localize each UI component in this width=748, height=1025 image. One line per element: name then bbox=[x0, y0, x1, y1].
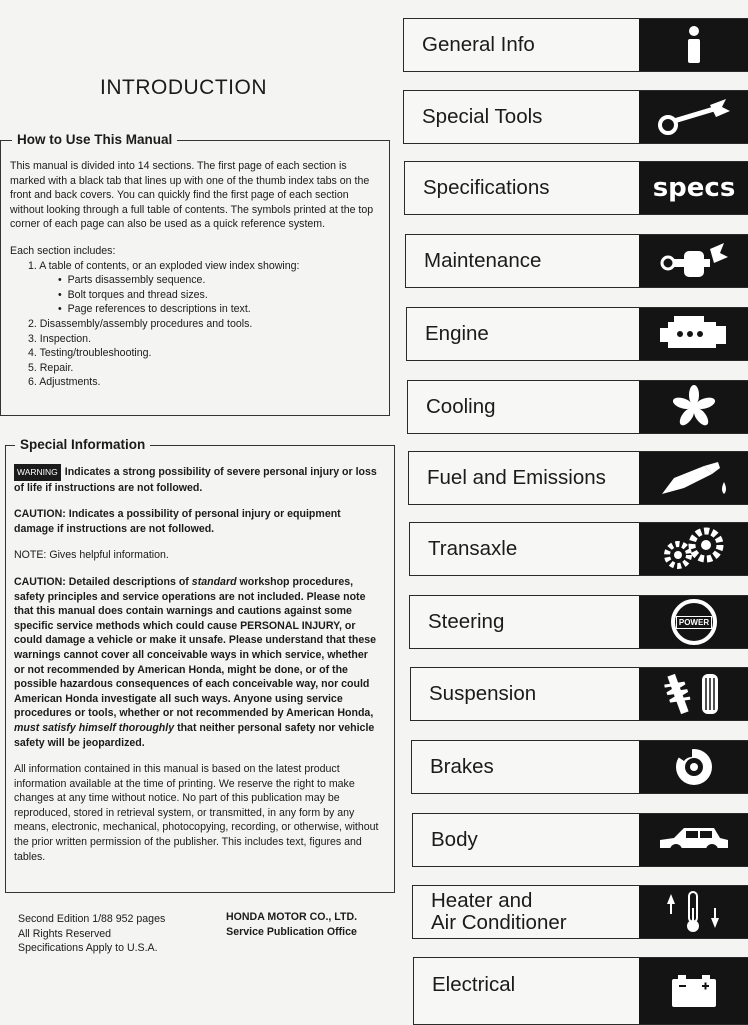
tab-label: Suspension bbox=[429, 682, 537, 705]
tab-maintenance[interactable] bbox=[405, 234, 748, 288]
hand-wrench-icon bbox=[639, 235, 748, 287]
tab-specifications[interactable] bbox=[404, 161, 748, 215]
tab-label: Body bbox=[431, 828, 478, 851]
tab-special-tools[interactable] bbox=[403, 90, 748, 144]
tab-label: Maintenance bbox=[424, 249, 542, 272]
steering-icon-text: POWER bbox=[676, 616, 712, 629]
fuel-nozzle-icon bbox=[639, 452, 748, 504]
wrench-icon bbox=[639, 91, 748, 143]
list-item: • Bolt torques and thread sizes. bbox=[58, 288, 208, 301]
how-to-use-heading: How to Use This Manual bbox=[12, 132, 177, 147]
tab-label: Fuel and Emissions bbox=[427, 466, 606, 489]
tab-label: Specifications bbox=[423, 176, 550, 199]
tab-label: Cooling bbox=[426, 395, 496, 418]
publisher-info bbox=[226, 910, 357, 939]
information-paragraph: All information contained in this manual is based on the latest product information available at the time of printing. We reserve the right to make changes at any time without notice. No part of this publication may be reproduced, stored in retrieval system, or transmitted, in any form by any means, electronic, mechanical, photocopying, recording, or otherwise, without the prior written permission of the publisher. This includes text, figures and tables. bbox=[14, 763, 379, 863]
brake-disc-icon bbox=[639, 741, 748, 793]
steering-wheel-icon bbox=[639, 596, 748, 648]
specs-line: Specifications Apply to U.S.A. bbox=[18, 942, 158, 955]
tab-label: Special Tools bbox=[422, 105, 543, 128]
tab-fuel-emissions[interactable] bbox=[408, 451, 748, 505]
caution-detail-paragraph: CAUTION: Detailed descriptions of standard workshop procedures, safety principles and service operations are not included. Please note that this manual does contain warnings and cautions against some specific service methods which could cause PERSONAL INJURY, or could damage a vehicle or make it unsafe. Please understand that these warnings cannot cover all conceivable ways in which service, whether or not recommended by American Honda, might be done, or of the possible hazardous consequences of each conceivable way, nor could American Honda investigate all such ways. Anyone using service procedures or tools, whether or not recommended by American Honda, must satisfy himself thoroughly that neither personal safety nor vehicle safety will be jeopardized. bbox=[14, 575, 377, 749]
list-item: • Page references to descriptions in text. bbox=[58, 303, 251, 316]
section-includes-list bbox=[10, 259, 374, 390]
how-to-use-paragraph: This manual is divided into 14 sections. The first page of each section is marked with a black tab that lines up with one of the thumb index tabs on the front and back covers. You can quickly find the first page of each section without looking through a full table of contents. The symbols printed at the top corner of each page can also be used as a quick reference system. bbox=[10, 160, 374, 231]
info-icon bbox=[639, 19, 748, 71]
how-to-use-box bbox=[0, 132, 390, 416]
tab-electrical[interactable] bbox=[413, 957, 748, 1025]
rights-line: All Rights Reserved bbox=[18, 927, 112, 940]
list-item: • Parts disassembly sequence. bbox=[58, 274, 206, 287]
tab-heater-ac[interactable] bbox=[412, 885, 748, 939]
note-paragraph: NOTE: Gives helpful information. bbox=[14, 549, 169, 562]
edition-line: Second Edition 1/88 952 pages bbox=[18, 913, 166, 925]
section-includes-label: Each section includes: bbox=[10, 244, 116, 257]
warning-badge: WARNING bbox=[14, 464, 61, 481]
tab-label: Engine bbox=[425, 322, 489, 345]
battery-icon bbox=[639, 958, 748, 1024]
list-item: 3. Inspection. bbox=[28, 332, 92, 345]
special-information-box bbox=[5, 437, 395, 893]
fan-icon bbox=[639, 381, 748, 433]
tab-label: Transaxle bbox=[428, 537, 518, 560]
tab-label: General Info bbox=[422, 33, 535, 56]
tab-label: Steering bbox=[428, 610, 505, 633]
tab-engine[interactable] bbox=[406, 307, 748, 361]
list-item: 4. Testing/troubleshooting. bbox=[28, 347, 152, 360]
gears-icon bbox=[639, 523, 748, 575]
tab-suspension[interactable] bbox=[410, 667, 748, 721]
specs-icon bbox=[639, 162, 748, 214]
special-information-heading: Special Information bbox=[15, 437, 150, 452]
list-item: 2. Disassembly/assembly procedures and tools. bbox=[28, 317, 253, 330]
list-item: 5. Repair. bbox=[28, 361, 74, 374]
shock-absorber-icon bbox=[639, 668, 748, 720]
engine-icon bbox=[639, 308, 748, 360]
tab-brakes[interactable] bbox=[411, 740, 748, 794]
tab-label: Brakes bbox=[430, 755, 494, 778]
edition-info bbox=[18, 912, 165, 956]
warning-paragraph: WARNING Indicates a strong possibility of severe personal injury or loss of life if instructions are not followed. bbox=[14, 466, 377, 494]
tab-transaxle[interactable] bbox=[409, 522, 748, 576]
tab-label: Heater and Air Conditioner bbox=[431, 889, 567, 934]
company-name: HONDA MOTOR CO., LTD. bbox=[226, 911, 358, 923]
caution-paragraph: CAUTION: Indicates a possibility of personal injury or equipment damage if instructions are not followed. bbox=[14, 508, 341, 535]
list-item: 6. Adjustments. bbox=[28, 376, 101, 389]
thermometer-icon bbox=[639, 886, 748, 938]
specs-icon-text: specs bbox=[652, 173, 736, 203]
tab-general-info[interactable] bbox=[403, 18, 748, 72]
tab-label: Electrical bbox=[432, 973, 516, 996]
tab-cooling[interactable] bbox=[407, 380, 748, 434]
office-name: Service Publication Office bbox=[226, 925, 357, 938]
car-body-icon bbox=[639, 814, 748, 866]
tab-steering[interactable] bbox=[409, 595, 748, 649]
list-item: 1. A table of contents, or an exploded view index showing: bbox=[28, 259, 300, 272]
tab-body[interactable] bbox=[412, 813, 748, 867]
page-title: INTRODUCTION bbox=[100, 76, 267, 99]
